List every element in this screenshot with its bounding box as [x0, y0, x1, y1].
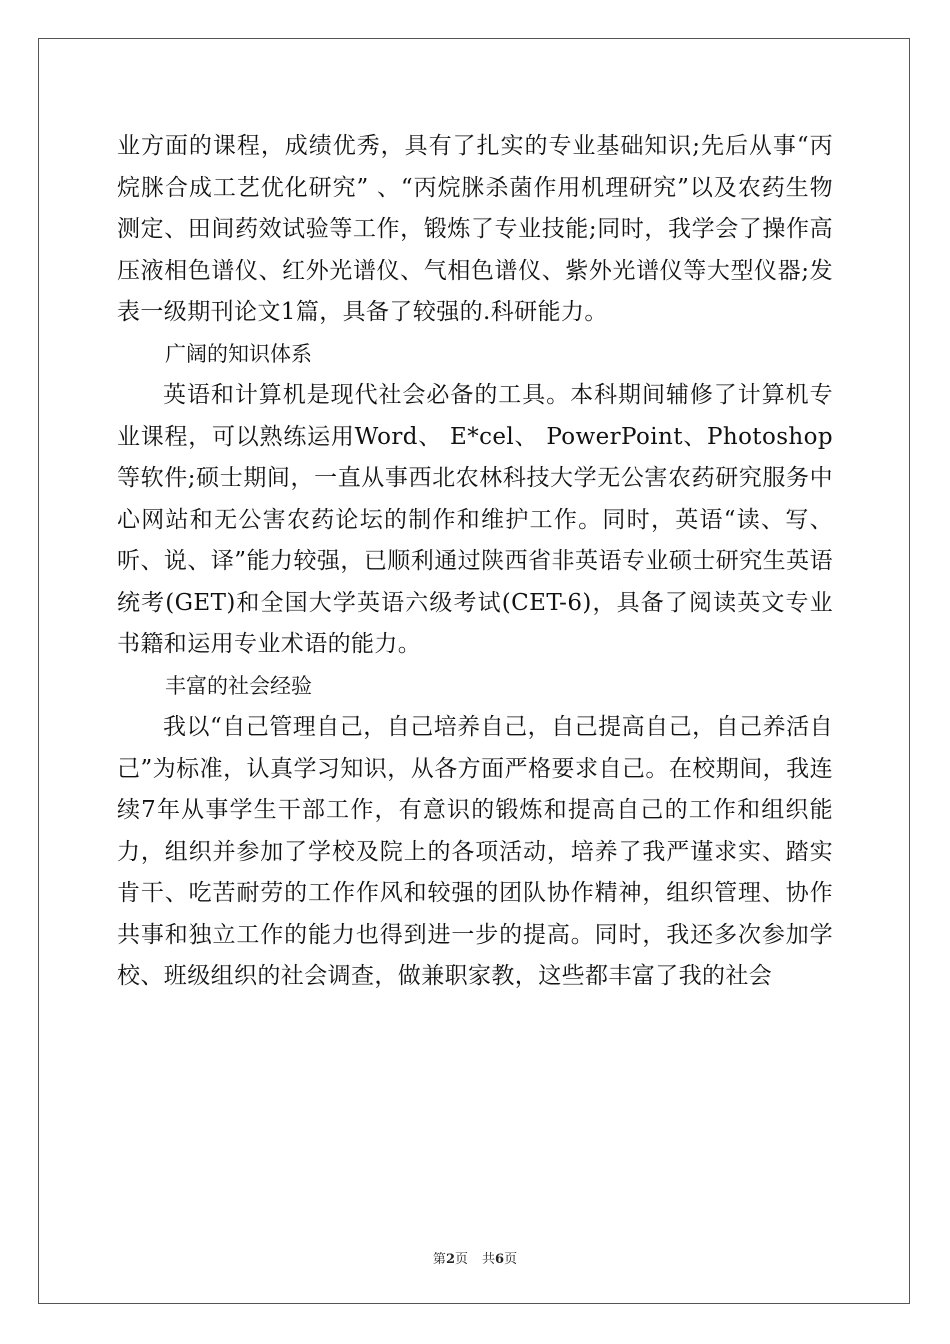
document-body — [117, 126, 833, 998]
page-suffix: 页 — [454, 1252, 468, 1267]
section-heading-experience: 丰富的社会经验 — [165, 673, 312, 698]
page-number: 2 — [445, 1252, 455, 1267]
section-heading-knowledge: 广阔的知识体系 — [165, 341, 312, 366]
total-prefix: 共 — [482, 1252, 496, 1267]
paragraph-knowledge: 英语和计算机是现代社会必备的工具。本科期间辅修了计算机专业课程，可以熟练运用Word、 E*cel、 PowerPoint、Photoshop等软件;硕士期间，一直从事西北农林科技大学无公害农药研究服务中心网站和无公害农药论坛的制作和维护工作。同时，英语“读、写、听、说、译”能力较强，已顺利通过陕西省非英语专业硕士研究生英语统考(GET)和全国大学英语六级考试(CET-6)，具备了阅读英文专业书籍和运用专业术语的能力。 — [117, 382, 833, 657]
page-prefix: 第 — [432, 1252, 446, 1267]
paragraph-experience: 我以“自己管理自己，自己培养自己，自己提高自己，自己养活自己”为标准，认真学习知识，从各方面严格要求自己。在校期间，我连续7年从事学生干部工作，有意识的锻炼和提高自己的工作和组织能力，组织并参加了学校及院上的各项活动，培养了我严谨求实、踏实肯干、吃苦耐劳的工作作风和较强的团队协作精神，组织管理、协作共事和独立工作的能力也得到进一步的提高。同时，我还多次参加学校、班级组织的社会调查，做兼职家教，这些都丰富了我的社会 — [117, 714, 833, 989]
total-suffix: 页 — [504, 1252, 518, 1267]
total-pages: 6 — [495, 1252, 505, 1267]
paragraph-intro: 业方面的课程，成绩优秀，具有了扎实的专业基础知识;先后从事“丙烷脒合成工艺优化研究” 、“丙烷脒杀菌作用机理研究”以及农药生物测定、田间药效试验等工作，锻炼了专业技能;同时，我学会了操作高压液相色谱仪、红外光谱仪、气相色谱仪、紫外光谱仪等大型仪器;发表一级期刊论文1篇，具备了较强的.科研能力。 — [117, 133, 833, 325]
page-footer — [0, 1248, 950, 1267]
